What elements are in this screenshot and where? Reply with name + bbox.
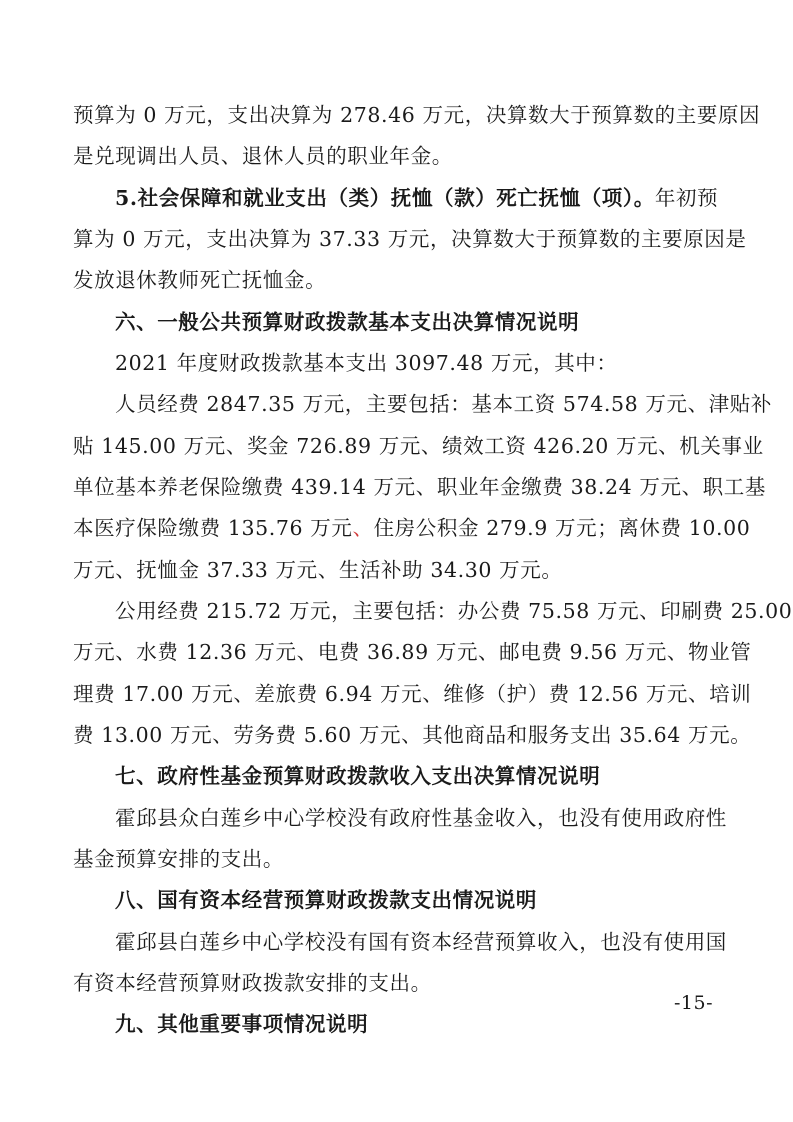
red-comma: 、 — [352, 516, 374, 540]
paragraph-line: 发放退休教师死亡抚恤金。 — [73, 268, 327, 292]
paragraph-line: 公用经费 215.72 万元，主要包括：办公费 75.58 万元、印刷费 25.00 — [115, 599, 793, 623]
section-heading: 八、国有资本经营预算财政拨款支出情况说明 — [115, 888, 537, 912]
section-heading: 九、其他重要事项情况说明 — [115, 1012, 369, 1036]
paragraph-line: 理费 17.00 万元、差旅费 6.94 万元、维修（护）费 12.56 万元、培训 — [73, 682, 752, 706]
paragraph-line: 基金预算安排的支出。 — [73, 847, 284, 871]
section-heading: 七、政府性基金预算财政拨款收入支出决算情况说明 — [115, 764, 601, 788]
paragraph-line: 有资本经营预算财政拨款安排的支出。 — [73, 971, 432, 995]
paragraph-line — [73, 514, 751, 542]
paragraph-line: 算为 0 万元，支出决算为 37.33 万元，决算数大于预算数的主要原因是 — [73, 227, 747, 251]
page-number: -15- — [674, 992, 714, 1014]
paragraph-line — [115, 184, 723, 212]
paragraph-text: 本医疗保险缴费 135.76 万元 — [73, 516, 353, 540]
paragraph-line: 2021 年度财政拨款基本支出 3097.48 万元，其中： — [115, 351, 618, 375]
paragraph-line: 是兑现调出人员、退休人员的职业年金。 — [73, 144, 453, 168]
paragraph-line: 人员经费 2847.35 万元，主要包括：基本工资 574.58 万元、津贴补 — [115, 392, 772, 416]
paragraph-line: 预算为 0 万元，支出决算为 278.46 万元，决算数大于预算数的主要原因 — [73, 103, 761, 127]
paragraph-line: 霍邱县白莲乡中心学校没有国有资本经营预算收入，也没有使用国 — [115, 930, 727, 954]
paragraph-line: 万元、抚恤金 37.33 万元、生活补助 34.30 万元。 — [73, 558, 563, 582]
paragraph-text: 年初预 — [654, 186, 719, 210]
item-heading: 5.社会保障和就业支出（类）抚恤（款）死亡抚恤（项）。 — [115, 186, 655, 210]
paragraph-line: 费 13.00 万元、劳务费 5.60 万元、其他商品和服务支出 35.64 万元。 — [73, 723, 752, 747]
paragraph-text: 住房公积金 279.9 万元；离休费 10.00 — [373, 516, 751, 540]
paragraph-line: 万元、水费 12.36 万元、电费 36.89 万元、邮电费 9.56 万元、物业管 — [73, 640, 752, 664]
paragraph-line: 霍邱县众白莲乡中心学校没有政府性基金收入，也没有使用政府性 — [115, 806, 727, 830]
paragraph-line: 单位基本养老保险缴费 439.14 万元、职业年金缴费 38.24 万元、职工基 — [73, 475, 766, 499]
paragraph-line: 贴 145.00 万元、奖金 726.89 万元、绩效工资 426.20 万元、机关事业 — [73, 434, 764, 458]
section-heading: 六、一般公共预算财政拨款基本支出决算情况说明 — [115, 310, 580, 334]
